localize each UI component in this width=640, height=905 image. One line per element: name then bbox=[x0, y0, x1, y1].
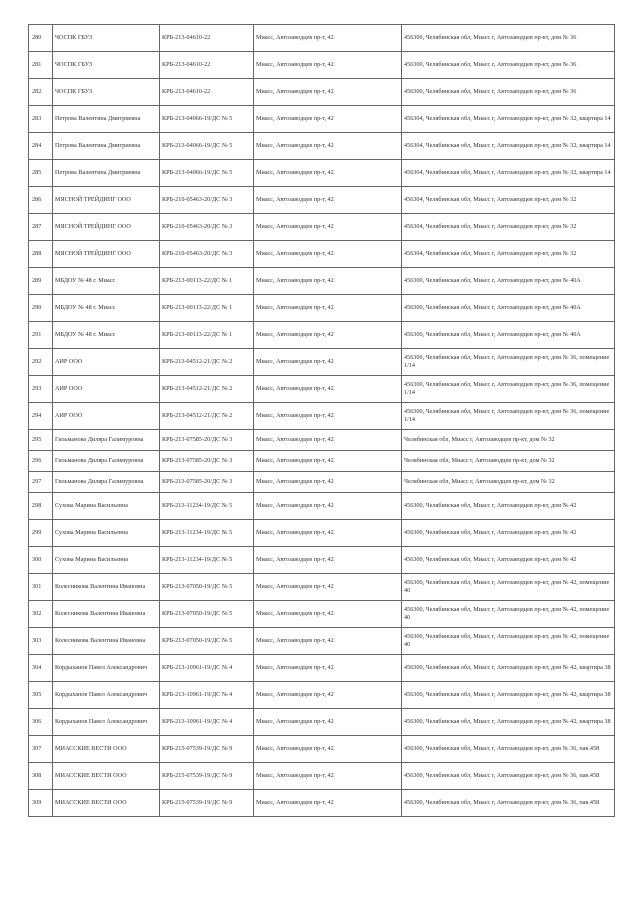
legal-address-cell: 456304, Челябинская обл, Миасс г, Автозаводцев пр-кт, дом № 32, квартира 14 bbox=[402, 133, 615, 160]
contract-number-cell: КРБ-213-11234-19/ДС № 5 bbox=[160, 547, 254, 574]
object-address-cell: Миасс, Автозаводцев пр-т, 42 bbox=[254, 160, 402, 187]
row-number-cell: 293 bbox=[29, 376, 53, 403]
object-address-cell: Миасс, Автозаводцев пр-т, 42 bbox=[254, 268, 402, 295]
row-number-cell: 283 bbox=[29, 106, 53, 133]
row-number-cell: 280 bbox=[29, 25, 53, 52]
row-number-cell: 309 bbox=[29, 790, 53, 817]
contract-number-cell: КРБ-213-04610-22 bbox=[160, 79, 254, 106]
contract-number-cell: КРБ-213-00113-22/ДС № 1 bbox=[160, 295, 254, 322]
contract-number-cell: КРБ-210-05463-20/ДС № 3 bbox=[160, 187, 254, 214]
contract-number-cell: КРБ-210-05463-20/ДС № 3 bbox=[160, 241, 254, 268]
object-address-cell: Миасс, Автозаводцев пр-т, 42 bbox=[254, 682, 402, 709]
legal-address-cell: 456300, Челябинская обл, Миасс г, Автозаводцев пр-кт, дом № 36, помещение 1/14 bbox=[402, 376, 615, 403]
organization-name-cell: Сухова Марина Васильевна bbox=[53, 547, 160, 574]
table-row bbox=[29, 601, 615, 628]
legal-address-cell: 456300, Челябинская обл, Миасс г, Автозаводцев пр-кт, дом № 36 bbox=[402, 52, 615, 79]
table-row bbox=[29, 655, 615, 682]
row-number-cell: 281 bbox=[29, 52, 53, 79]
row-number-cell: 308 bbox=[29, 763, 53, 790]
contract-number-cell: КРБ-213-04610-22 bbox=[160, 52, 254, 79]
legal-address-cell: 456300, Челябинская обл, Миасс г, Автозаводцев пр-кт, дом № 36 bbox=[402, 25, 615, 52]
legal-address-cell: 456300, Челябинская обл, Миасс г, Автозаводцев пр-кт, дом № 40А bbox=[402, 322, 615, 349]
row-number-cell: 296 bbox=[29, 451, 53, 472]
table-row bbox=[29, 520, 615, 547]
table-row bbox=[29, 376, 615, 403]
organization-name-cell: Гильманова Диляра Галимуровна bbox=[53, 472, 160, 493]
contract-number-cell: КРБ-213-07585-20/ДС № 3 bbox=[160, 430, 254, 451]
table-row bbox=[29, 268, 615, 295]
row-number-cell: 286 bbox=[29, 187, 53, 214]
organization-name-cell: МЯСНОЙ ТРЕЙДИНГ ООО bbox=[53, 187, 160, 214]
organization-name-cell: МБДОУ № 48 г. Миасс bbox=[53, 268, 160, 295]
object-address-cell: Миасс, Автозаводцев пр-т, 42 bbox=[254, 790, 402, 817]
object-address-cell: Миасс, Автозаводцев пр-т, 42 bbox=[254, 736, 402, 763]
object-address-cell: Миасс, Автозаводцев пр-т, 42 bbox=[254, 601, 402, 628]
row-number-cell: 306 bbox=[29, 709, 53, 736]
row-number-cell: 289 bbox=[29, 268, 53, 295]
legal-address-cell: 456304, Челябинская обл, Миасс г, Автозаводцев пр-кт, дом № 32 bbox=[402, 241, 615, 268]
legal-address-cell: 456300, Челябинская обл, Миасс г, Автозаводцев пр-кт, дом № 42, квартира 38 bbox=[402, 682, 615, 709]
contract-number-cell: КРБ-213-04610-22 bbox=[160, 25, 254, 52]
table-row bbox=[29, 736, 615, 763]
legal-address-cell: Челябинская обл, Миасс г, Автозаводцев пр-кт, дом № 32 bbox=[402, 430, 615, 451]
row-number-cell: 303 bbox=[29, 628, 53, 655]
object-address-cell: Миасс, Автозаводцев пр-т, 42 bbox=[254, 493, 402, 520]
row-number-cell: 299 bbox=[29, 520, 53, 547]
object-address-cell: Миасс, Автозаводцев пр-т, 42 bbox=[254, 106, 402, 133]
organization-name-cell: Кордыханов Павел Александрович bbox=[53, 655, 160, 682]
table-row bbox=[29, 430, 615, 451]
organization-name-cell: Кордыханов Павел Александрович bbox=[53, 682, 160, 709]
organization-name-cell: МБДОУ № 48 г. Миасс bbox=[53, 295, 160, 322]
row-number-cell: 282 bbox=[29, 79, 53, 106]
organization-name-cell: МЯСНОЙ ТРЕЙДИНГ ООО bbox=[53, 214, 160, 241]
legal-address-cell: 456304, Челябинская обл, Миасс г, Автозаводцев пр-кт, дом № 32 bbox=[402, 187, 615, 214]
legal-address-cell: 456300, Челябинская обл, Миасс г, Автозаводцев пр-кт, дом № 42, помещение 40 bbox=[402, 574, 615, 601]
table-row bbox=[29, 160, 615, 187]
contract-number-cell: КРБ-210-05463-20/ДС № 3 bbox=[160, 214, 254, 241]
table-row bbox=[29, 472, 615, 493]
organization-name-cell: Гильманова Диляра Галимуровна bbox=[53, 430, 160, 451]
contract-number-cell: КРБ-213-10961-19/ДС № 4 bbox=[160, 655, 254, 682]
row-number-cell: 304 bbox=[29, 655, 53, 682]
object-address-cell: Миасс, Автозаводцев пр-т, 42 bbox=[254, 133, 402, 160]
contract-number-cell: КРБ-213-04066-19/ДС № 5 bbox=[160, 106, 254, 133]
contract-number-cell: КРБ-213-04512-21/ДС № 2 bbox=[160, 349, 254, 376]
object-address-cell: Миасс, Автозаводцев пр-т, 42 bbox=[254, 214, 402, 241]
contract-number-cell: КРБ-213-11234-19/ДС № 5 bbox=[160, 493, 254, 520]
object-address-cell: Миасс, Автозаводцев пр-т, 42 bbox=[254, 574, 402, 601]
object-address-cell: Миасс, Автозаводцев пр-т, 42 bbox=[254, 655, 402, 682]
object-address-cell: Миасс, Автозаводцев пр-т, 42 bbox=[254, 187, 402, 214]
row-number-cell: 300 bbox=[29, 547, 53, 574]
contract-number-cell: КРБ-213-00113-22/ДС № 1 bbox=[160, 322, 254, 349]
object-address-cell: Миасс, Автозаводцев пр-т, 42 bbox=[254, 52, 402, 79]
organization-name-cell: Колесникова Валентина Ивановна bbox=[53, 628, 160, 655]
table-row bbox=[29, 682, 615, 709]
object-address-cell: Миасс, Автозаводцев пр-т, 42 bbox=[254, 376, 402, 403]
row-number-cell: 294 bbox=[29, 403, 53, 430]
object-address-cell: Миасс, Автозаводцев пр-т, 42 bbox=[254, 25, 402, 52]
legal-address-cell: 456300, Челябинская обл, Миасс г, Автозаводцев пр-кт, дом № 36, пав.458 bbox=[402, 736, 615, 763]
legal-address-cell: 456300, Челябинская обл, Миасс г, Автозаводцев пр-кт, дом № 42, помещение 40 bbox=[402, 628, 615, 655]
organization-name-cell: Сухова Марина Васильевна bbox=[53, 520, 160, 547]
table-row bbox=[29, 709, 615, 736]
object-address-cell: Миасс, Автозаводцев пр-т, 42 bbox=[254, 79, 402, 106]
object-address-cell: Миасс, Автозаводцев пр-т, 42 bbox=[254, 709, 402, 736]
table-row bbox=[29, 628, 615, 655]
row-number-cell: 302 bbox=[29, 601, 53, 628]
contract-number-cell: КРБ-213-04066-19/ДС № 5 bbox=[160, 160, 254, 187]
table-row bbox=[29, 763, 615, 790]
table-row bbox=[29, 214, 615, 241]
table-row bbox=[29, 790, 615, 817]
legal-address-cell: Челябинская обл, Миасс г, Автозаводцев пр-кт, дом № 32 bbox=[402, 451, 615, 472]
legal-address-cell: 456300, Челябинская обл, Миасс г, Автозаводцев пр-кт, дом № 36, пав.458 bbox=[402, 763, 615, 790]
contract-number-cell: КРБ-213-10961-19/ДС № 4 bbox=[160, 709, 254, 736]
organization-name-cell: Сухова Марина Васильевна bbox=[53, 493, 160, 520]
object-address-cell: Миасс, Автозаводцев пр-т, 42 bbox=[254, 472, 402, 493]
table-row bbox=[29, 349, 615, 376]
organization-name-cell: Колесникова Валентина Ивановна bbox=[53, 601, 160, 628]
organization-name-cell: АИР ООО bbox=[53, 349, 160, 376]
row-number-cell: 301 bbox=[29, 574, 53, 601]
organization-name-cell: ЧОСПК ГБУЗ bbox=[53, 79, 160, 106]
registry-table-body bbox=[29, 25, 615, 817]
contract-number-cell: КРБ-213-04512-21/ДС № 2 bbox=[160, 403, 254, 430]
organization-name-cell: АИР ООО bbox=[53, 376, 160, 403]
legal-address-cell: 456300, Челябинская обл, Миасс г, Автозаводцев пр-кт, дом № 42 bbox=[402, 520, 615, 547]
contract-number-cell: КРБ-213-07585-20/ДС № 3 bbox=[160, 472, 254, 493]
legal-address-cell: 456300, Челябинская обл, Миасс г, Автозаводцев пр-кт, дом № 36, пав.458 bbox=[402, 790, 615, 817]
table-row bbox=[29, 493, 615, 520]
contract-number-cell: КРБ-215-07539-19/ДС № 9 bbox=[160, 763, 254, 790]
row-number-cell: 297 bbox=[29, 472, 53, 493]
legal-address-cell: Челябинская обл, Миасс г, Автозаводцев пр-кт, дом № 32 bbox=[402, 472, 615, 493]
table-row bbox=[29, 52, 615, 79]
organization-name-cell: ЧОСПК ГБУЗ bbox=[53, 52, 160, 79]
table-row bbox=[29, 187, 615, 214]
row-number-cell: 287 bbox=[29, 214, 53, 241]
contract-number-cell: КРБ-213-00113-22/ДС № 1 bbox=[160, 268, 254, 295]
legal-address-cell: 456300, Челябинская обл, Миасс г, Автозаводцев пр-кт, дом № 42, квартира 38 bbox=[402, 709, 615, 736]
organization-name-cell: МИАССКИЕ ВЕСТИ ООО bbox=[53, 763, 160, 790]
legal-address-cell: 456300, Челябинская обл, Миасс г, Автозаводцев пр-кт, дом № 42, помещение 40 bbox=[402, 601, 615, 628]
object-address-cell: Миасс, Автозаводцев пр-т, 42 bbox=[254, 763, 402, 790]
row-number-cell: 290 bbox=[29, 295, 53, 322]
contract-number-cell: КРБ-213-07050-19/ДС № 5 bbox=[160, 601, 254, 628]
table-row bbox=[29, 451, 615, 472]
organization-name-cell: МЯСНОЙ ТРЕЙДИНГ ООО bbox=[53, 241, 160, 268]
table-row bbox=[29, 133, 615, 160]
organization-name-cell: МБДОУ № 48 г. Миасс bbox=[53, 322, 160, 349]
organization-name-cell: Петрова Валентина Дмитриевна bbox=[53, 160, 160, 187]
object-address-cell: Миасс, Автозаводцев пр-т, 42 bbox=[254, 520, 402, 547]
table-row bbox=[29, 25, 615, 52]
contract-number-cell: КРБ-213-07585-20/ДС № 3 bbox=[160, 451, 254, 472]
contract-number-cell: КРБ-213-07050-19/ДС № 5 bbox=[160, 574, 254, 601]
registry-table bbox=[28, 24, 615, 817]
row-number-cell: 288 bbox=[29, 241, 53, 268]
object-address-cell: Миасс, Автозаводцев пр-т, 42 bbox=[254, 403, 402, 430]
contract-number-cell: КРБ-213-11234-19/ДС № 5 bbox=[160, 520, 254, 547]
row-number-cell: 285 bbox=[29, 160, 53, 187]
legal-address-cell: 456304, Челябинская обл, Миасс г, Автозаводцев пр-кт, дом № 32, квартира 14 bbox=[402, 106, 615, 133]
legal-address-cell: 456300, Челябинская обл, Миасс г, Автозаводцев пр-кт, дом № 42, квартира 38 bbox=[402, 655, 615, 682]
contract-number-cell: КРБ-213-07050-19/ДС № 5 bbox=[160, 628, 254, 655]
organization-name-cell: Гильманова Диляра Галимуровна bbox=[53, 451, 160, 472]
organization-name-cell: МИАССКИЕ ВЕСТИ ООО bbox=[53, 736, 160, 763]
organization-name-cell: Колесникова Валентина Ивановна bbox=[53, 574, 160, 601]
legal-address-cell: 456300, Челябинская обл, Миасс г, Автозаводцев пр-кт, дом № 36, помещение 1/14 bbox=[402, 349, 615, 376]
organization-name-cell: АИР ООО bbox=[53, 403, 160, 430]
object-address-cell: Миасс, Автозаводцев пр-т, 42 bbox=[254, 451, 402, 472]
legal-address-cell: 456300, Челябинская обл, Миасс г, Автозаводцев пр-кт, дом № 40А bbox=[402, 268, 615, 295]
contract-number-cell: КРБ-213-04066-19/ДС № 5 bbox=[160, 133, 254, 160]
row-number-cell: 298 bbox=[29, 493, 53, 520]
table-row bbox=[29, 295, 615, 322]
object-address-cell: Миасс, Автозаводцев пр-т, 42 bbox=[254, 295, 402, 322]
object-address-cell: Миасс, Автозаводцев пр-т, 42 bbox=[254, 628, 402, 655]
organization-name-cell: Петрова Валентина Дмитриевна bbox=[53, 106, 160, 133]
contract-number-cell: КРБ-213-10961-19/ДС № 4 bbox=[160, 682, 254, 709]
object-address-cell: Миасс, Автозаводцев пр-т, 42 bbox=[254, 547, 402, 574]
contract-number-cell: КРБ-215-07539-19/ДС № 9 bbox=[160, 790, 254, 817]
object-address-cell: Миасс, Автозаводцев пр-т, 42 bbox=[254, 430, 402, 451]
organization-name-cell: МИАССКИЕ ВЕСТИ ООО bbox=[53, 790, 160, 817]
table-row bbox=[29, 403, 615, 430]
legal-address-cell: 456304, Челябинская обл, Миасс г, Автозаводцев пр-кт, дом № 32 bbox=[402, 214, 615, 241]
table-row bbox=[29, 106, 615, 133]
legal-address-cell: 456304, Челябинская обл, Миасс г, Автозаводцев пр-кт, дом № 32, квартира 14 bbox=[402, 160, 615, 187]
organization-name-cell: Кордыханов Павел Александрович bbox=[53, 709, 160, 736]
organization-name-cell: ЧОСПК ГБУЗ bbox=[53, 25, 160, 52]
contract-number-cell: КРБ-213-04512-21/ДС № 2 bbox=[160, 376, 254, 403]
table-row bbox=[29, 574, 615, 601]
table-row bbox=[29, 547, 615, 574]
row-number-cell: 295 bbox=[29, 430, 53, 451]
row-number-cell: 305 bbox=[29, 682, 53, 709]
legal-address-cell: 456300, Челябинская обл, Миасс г, Автозаводцев пр-кт, дом № 36 bbox=[402, 79, 615, 106]
table-row bbox=[29, 241, 615, 268]
table-row bbox=[29, 79, 615, 106]
legal-address-cell: 456300, Челябинская обл, Миасс г, Автозаводцев пр-кт, дом № 40А bbox=[402, 295, 615, 322]
contract-number-cell: КРБ-215-07539-19/ДС № 9 bbox=[160, 736, 254, 763]
object-address-cell: Миасс, Автозаводцев пр-т, 42 bbox=[254, 322, 402, 349]
legal-address-cell: 456300, Челябинская обл, Миасс г, Автозаводцев пр-кт, дом № 42 bbox=[402, 547, 615, 574]
table-row bbox=[29, 322, 615, 349]
object-address-cell: Миасс, Автозаводцев пр-т, 42 bbox=[254, 241, 402, 268]
organization-name-cell: Петрова Валентина Дмитриевна bbox=[53, 133, 160, 160]
object-address-cell: Миасс, Автозаводцев пр-т, 42 bbox=[254, 349, 402, 376]
row-number-cell: 307 bbox=[29, 736, 53, 763]
row-number-cell: 291 bbox=[29, 322, 53, 349]
row-number-cell: 292 bbox=[29, 349, 53, 376]
legal-address-cell: 456300, Челябинская обл, Миасс г, Автозаводцев пр-кт, дом № 42 bbox=[402, 493, 615, 520]
legal-address-cell: 456300, Челябинская обл, Миасс г, Автозаводцев пр-кт, дом № 36, помещение 1/14 bbox=[402, 403, 615, 430]
row-number-cell: 284 bbox=[29, 133, 53, 160]
